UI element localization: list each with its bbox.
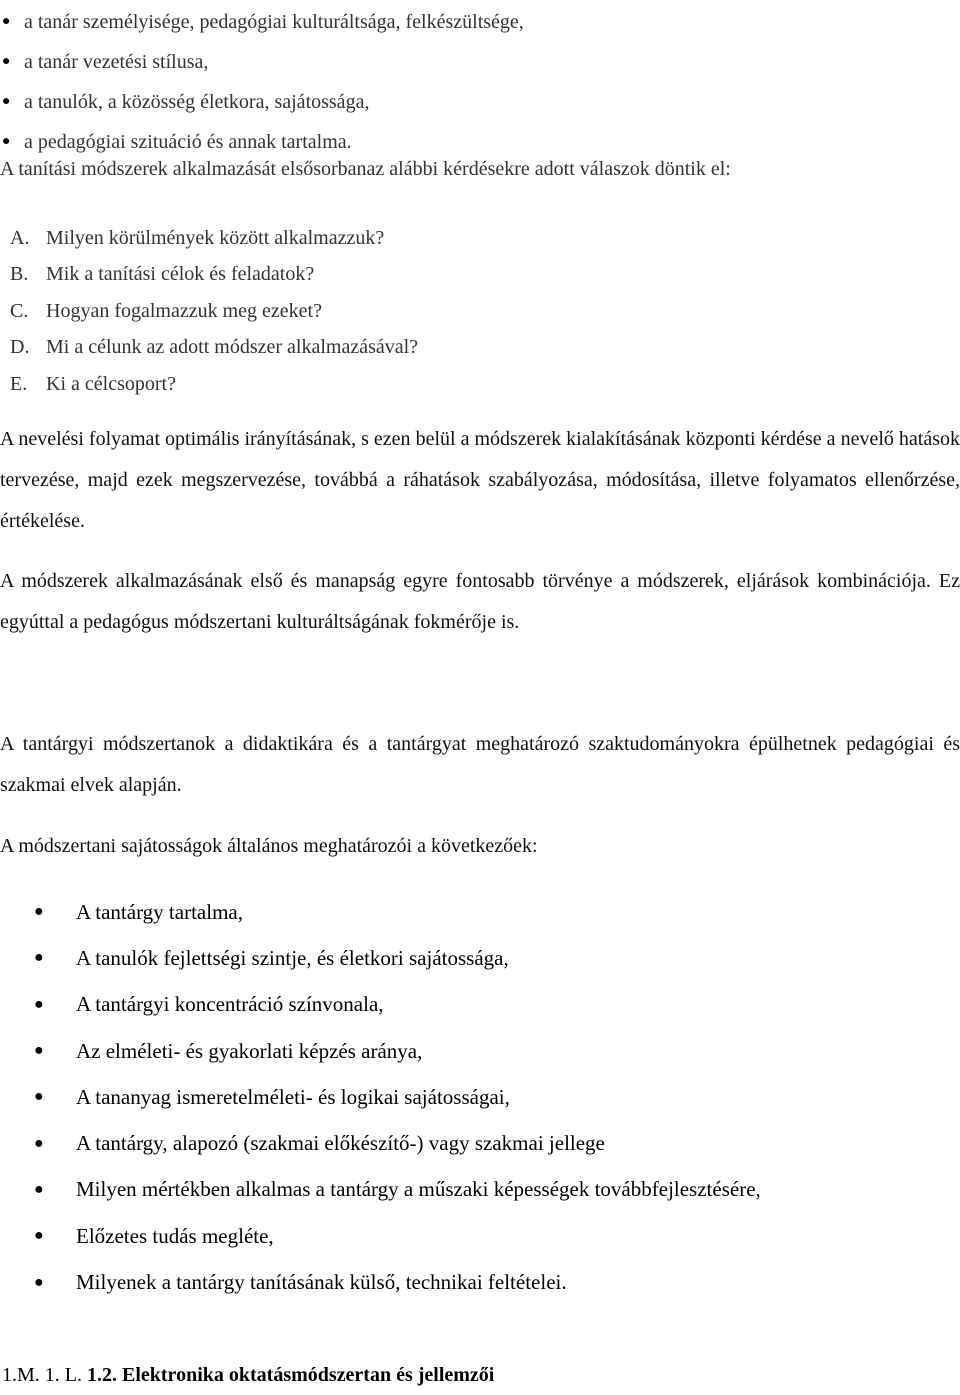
- list-item: [0, 1028, 761, 1074]
- question-text: Hogyan fogalmazzuk meg ezeket?: [46, 299, 322, 322]
- list-item-text: Az elméleti- és gyakorlati képzés aránya,: [76, 1038, 423, 1063]
- bullet-icon: ●: [34, 1180, 44, 1198]
- question-text: Mik a tanítási célok és feladatok?: [46, 263, 315, 286]
- paragraph-subject-methodology: A tantárgyi módszertanok a didaktikára és a tantárgyat meghatározó szaktudományokra épülhetnek pedagógiai és szakmai elvek alapján.: [0, 733, 960, 796]
- list-item-text: A tantárgyi koncentráció színvonala,: [76, 992, 384, 1017]
- list-item-text: Milyenek a tantárgy tanításának külső, technikai feltételei.: [76, 1270, 567, 1295]
- list-item: [0, 889, 761, 935]
- bullet-icon: ●: [34, 1042, 44, 1060]
- bullet-icon: ●: [34, 949, 44, 967]
- list-item-text: A tantárgy tartalma,: [76, 899, 243, 924]
- bullet-icon: ●: [34, 1227, 44, 1245]
- bullet-icon: ●: [34, 1273, 44, 1291]
- list-item: [0, 257, 418, 294]
- question-letter: C.: [10, 299, 29, 322]
- list-item: [0, 1120, 761, 1166]
- list-item-text: Milyen mértékben alkalmas a tantárgy a műszaki képességek továbbfejlesztésére,: [76, 1177, 761, 1202]
- top-bullet-list: [0, 2, 960, 162]
- list-item: [0, 935, 761, 981]
- list-item-text: a tanár személyisége, pedagógiai kulturáltsága, felkészültsége,: [24, 10, 524, 33]
- paragraph-process-control: A nevelési folyamat optimális irányításának, s ezen belül a módszerek kialakításának központi kérdése a nevelő hatások tervezése, majd ezek megszervezése, továbbá a ráhatások szabályozása, módosítása, illetve folyamatos ellenőrzése, értékelése.: [0, 428, 960, 532]
- list-item: [0, 1213, 761, 1259]
- bullet-icon: ●: [2, 54, 11, 69]
- list-item: [0, 42, 960, 82]
- list-item-text: a tanulók, a közösség életkora, sajátossága,: [24, 90, 370, 113]
- list-item-text: a pedagógiai szituáció és annak tartalma.: [24, 130, 352, 153]
- list-item: [0, 1074, 761, 1120]
- question-letter: B.: [10, 263, 29, 286]
- bullet-icon: ●: [34, 1134, 44, 1152]
- section-number-prefix: 1.M. 1. L.: [2, 1364, 87, 1386]
- bullet-icon: ●: [2, 94, 11, 109]
- bullet-icon: ●: [34, 995, 44, 1013]
- question-letter: D.: [10, 336, 30, 359]
- list-item-text: a tanár vezetési stílusa,: [24, 50, 209, 73]
- question-text: Ki a célcsoport?: [46, 372, 176, 395]
- list-item: [0, 220, 418, 257]
- list-item-text: Előzetes tudás megléte,: [76, 1223, 274, 1248]
- bullet-icon: ●: [34, 1088, 44, 1106]
- question-letter: A.: [10, 226, 30, 249]
- list-item: [0, 366, 418, 403]
- bullet-icon: ●: [2, 14, 11, 29]
- question-letter: E.: [10, 372, 28, 395]
- list-item-text: A tanulók fejlettségi szintje, és életkori sajátossága,: [76, 945, 509, 970]
- list-item: [0, 1167, 761, 1213]
- list-item: [0, 293, 418, 330]
- list-item: [0, 330, 418, 367]
- list-item: [0, 1259, 761, 1305]
- section-title: 1.2. Elektronika oktatásmódszertan és jellemzői: [87, 1364, 495, 1386]
- question-list: [0, 220, 418, 403]
- list-item: [0, 122, 960, 162]
- paragraph-determinants-intro: A módszertani sajátosságok általános meghatározói a következőek:: [0, 835, 538, 857]
- list-item: [0, 982, 761, 1028]
- list-item-text: A tananyag ismeretelméleti- és logikai sajátosságai,: [76, 1084, 510, 1109]
- question-text: Milyen körülmények között alkalmazzuk?: [46, 226, 385, 249]
- paragraph-method-combination: A módszerek alkalmazásának első és manapság egyre fontosabb törvénye a módszerek, eljárások kombinációja. Ez egyúttal a pedagógus módszertani kulturáltságának fokmérője is.: [0, 570, 960, 633]
- list-item: [0, 82, 960, 122]
- question-text: Mi a célunk az adott módszer alkalmazásával?: [46, 336, 419, 359]
- list-item-text: A tantárgy, alapozó (szakmai előkészítő-) vagy szakmai jellege: [76, 1131, 605, 1156]
- intro-sentence: A tanítási módszerek alkalmazását elsősorbanaz alábbi kérdésekre adott válaszok döntik el:: [0, 158, 731, 180]
- section-heading: [2, 1364, 494, 1387]
- bullet-icon: ●: [34, 903, 44, 921]
- list-item: [0, 2, 960, 42]
- determinants-bullet-list: [0, 889, 761, 1306]
- bullet-icon: ●: [2, 134, 11, 149]
